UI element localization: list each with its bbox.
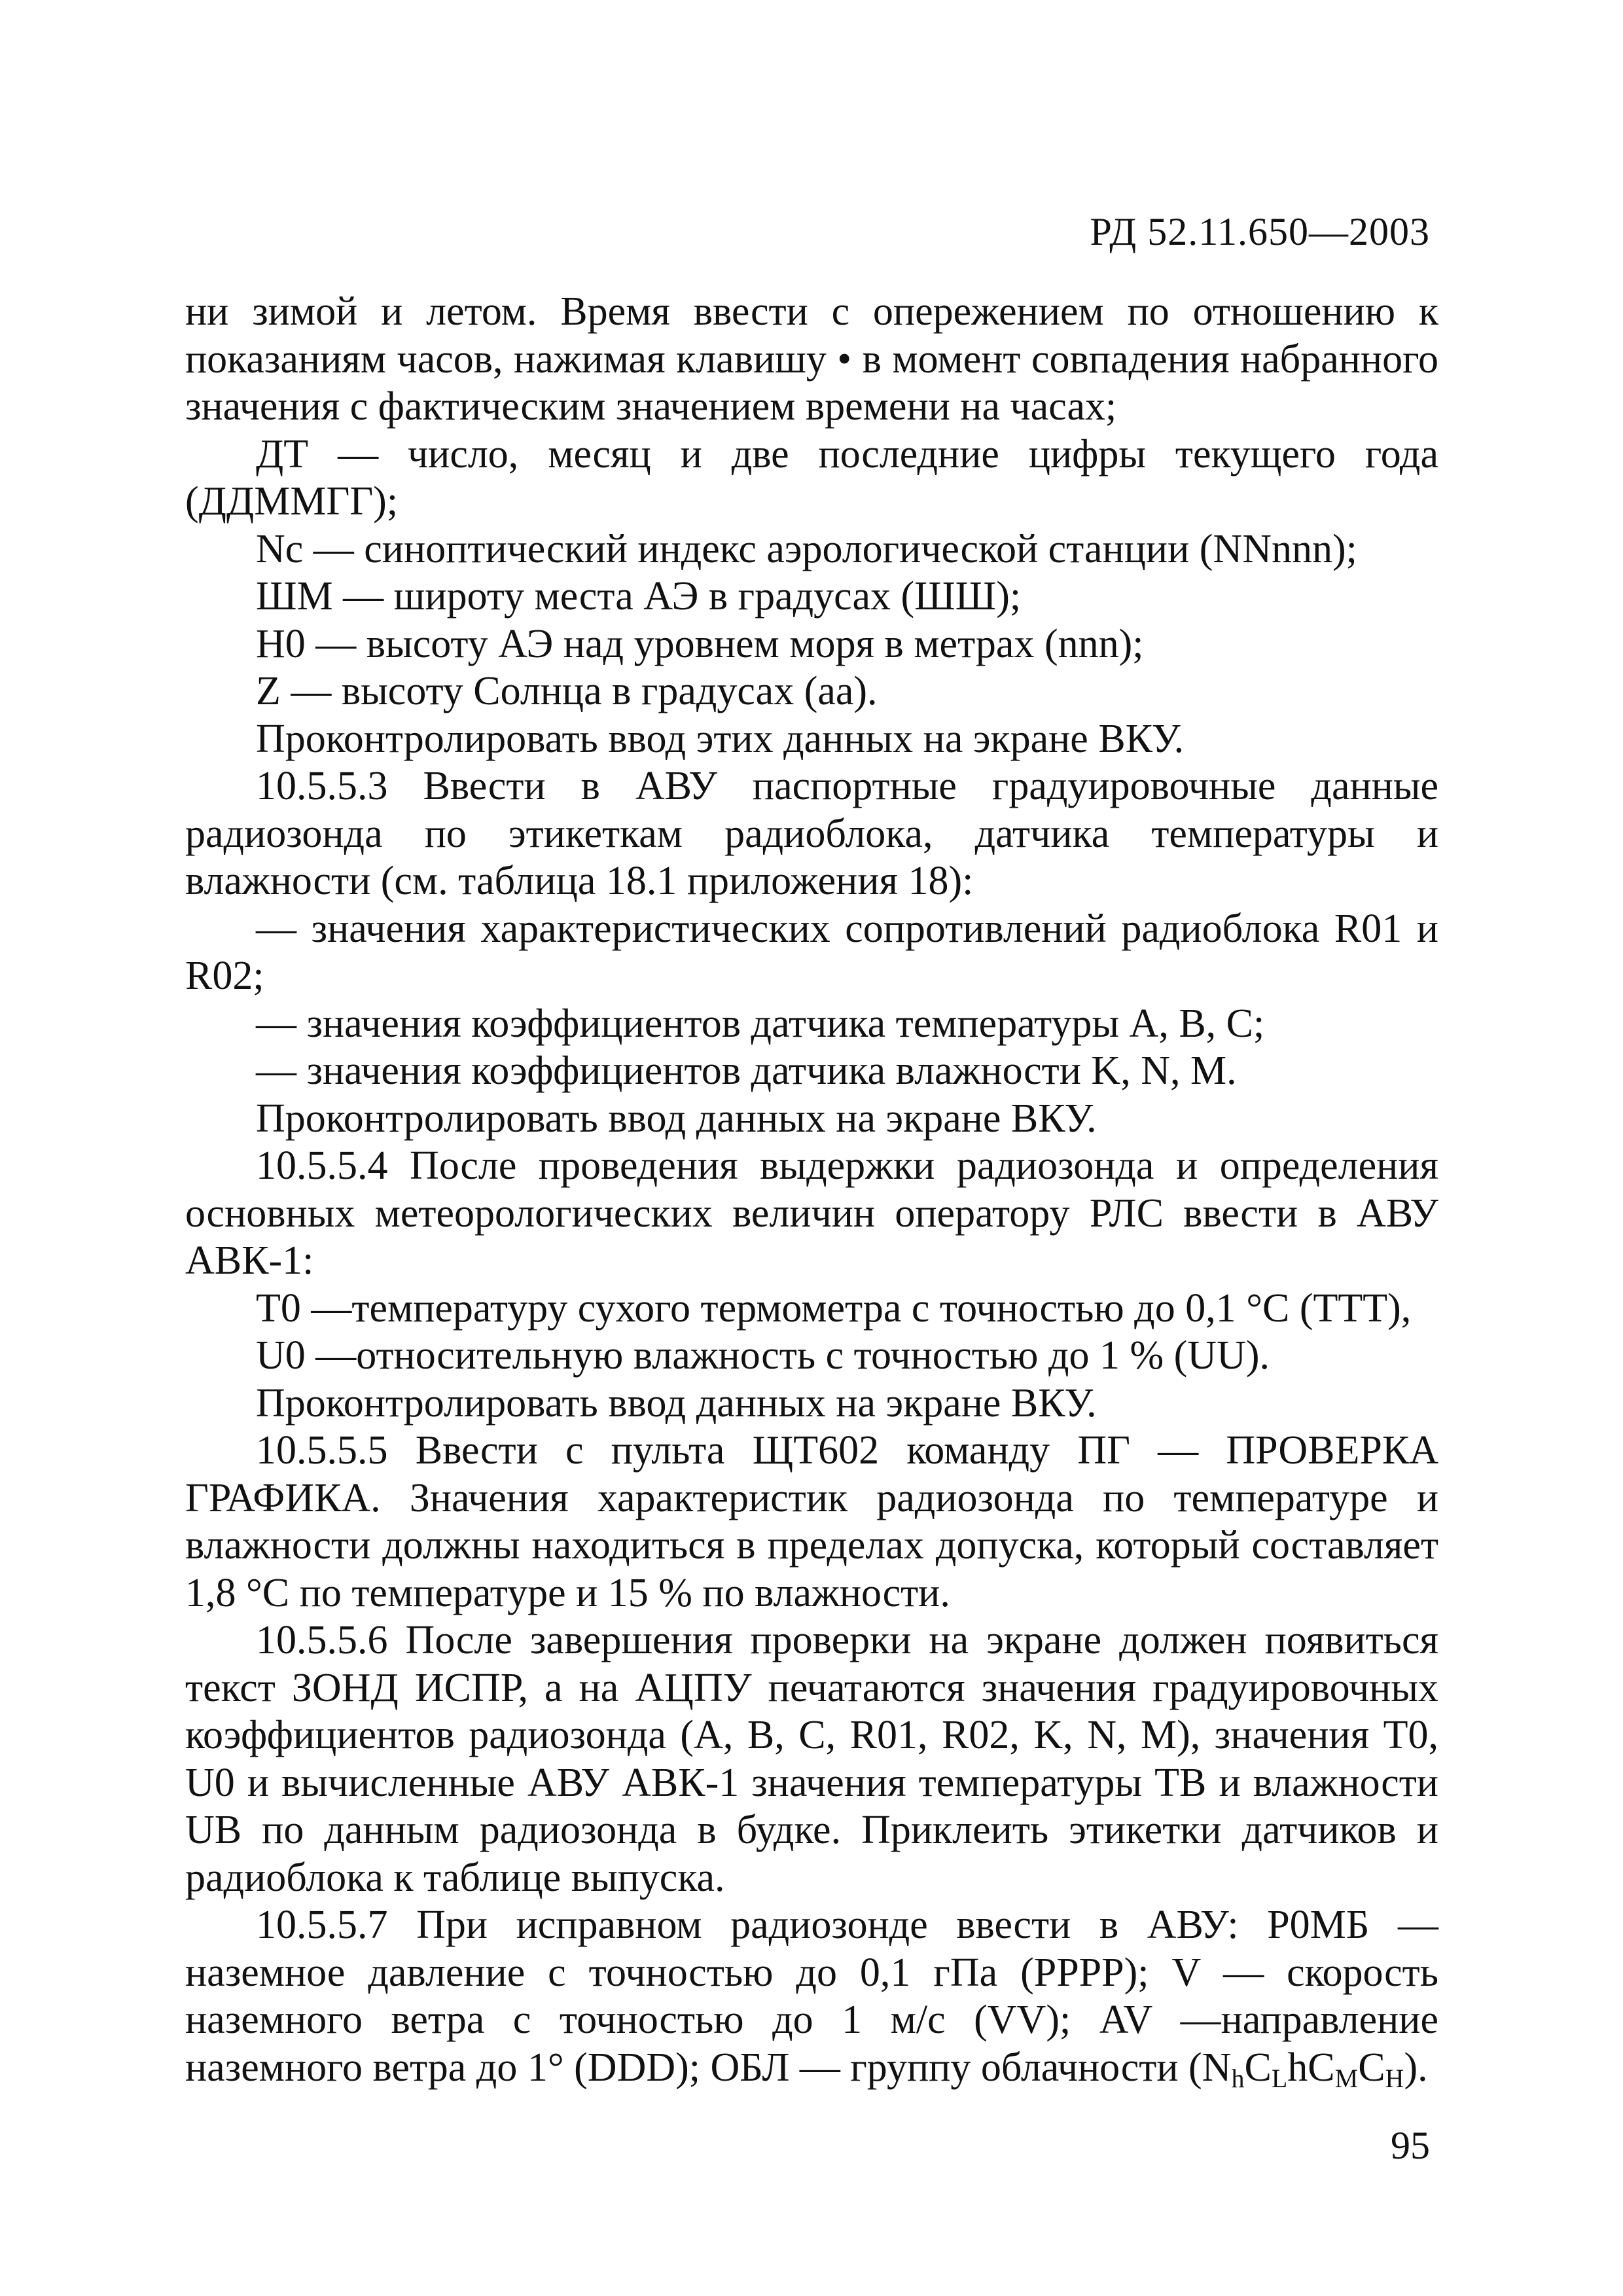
paragraph: ШМ — широту места АЭ в градусах (ШШ);: [256, 574, 1022, 619]
paragraph: 10.5.5.4 После проведения выдержки радиозонда и определения основных метеорологических величин оператору РЛС ввести в АВУ АВК-1:: [185, 1143, 1438, 1283]
formula-subscript: M: [1334, 2063, 1359, 2093]
paragraph: Z — высоту Солнца в градусах (аа).: [256, 669, 878, 713]
formula-subscript: L: [1271, 2063, 1288, 2093]
paragraph: ни зимой и летом. Время ввести с опережением по отношению к показаниям часов, нажимая клавишу • в момент совпадения набранного значения с фактическим значением времени на часах;: [185, 289, 1438, 429]
document-id: РД 52.11.650—2003: [1090, 210, 1430, 253]
paragraph: — значения коэффициентов датчика влажности K, N, M.: [256, 1049, 1237, 1093]
paragraph: 10.5.5.5 Ввести с пульта ЩТ602 команду ПГ — ПРОВЕРКА ГРАФИКА. Значения характеристик радиозонда по температуре и влажности должны находиться в пределах допуска, который составляет 1,8 °С по температуре и 15 % по влажности.: [185, 1428, 1438, 1615]
formula-subscript: H: [1385, 2063, 1404, 2093]
paragraph: U0 —относительную влажность с точностью до 1 % (UU).: [256, 1333, 1270, 1378]
paragraph: Проконтролировать ввод данных на экране ВКУ.: [256, 1380, 1097, 1426]
paragraph-10-5-5-7: [185, 1901, 1438, 2091]
formula-base: N: [1202, 2045, 1232, 2090]
body-text: [185, 288, 1438, 2091]
formula-subscript: h: [1231, 2063, 1245, 2093]
paragraph: Проконтролировать ввод данных на экране ВКУ.: [256, 1096, 1097, 1141]
paragraph: — значения коэффициентов датчика температуры А, В, С;: [256, 1001, 1265, 1046]
paragraph: Nс — синоптический индекс аэрологической станции (NNnnn);: [256, 526, 1357, 571]
paragraph: 10.5.5.6 После завершения проверки на экране должен появиться текст ЗОНД ИСПР, а на АЦПУ печатаются значения градуировочных коэффициентов радиозонда (А, В, С, R01, R02, K, N, M), значения Т0, U0 и вычисленные АВУ АВК-1 значения температуры ТВ и влажности UB по данным радиозонда в будке. Приклеить этикетки датчиков и радиоблока к таблице выпуска.: [185, 1618, 1438, 1900]
cloud-group-formula: [1202, 2045, 1404, 2093]
paragraph: Проконтролировать ввод этих данных на экране ВКУ.: [256, 716, 1185, 761]
paragraph-closing: ).: [1404, 2045, 1428, 2090]
paragraph-text: 10.5.5.7 При исправном радиозонде ввести в АВУ: Р0МБ — наземное давление с точностью до 0,1 гПа (РРРР); V — скорость наземного ветра с точностью до 1 м/с (VV); AV —направление наземного ветра до 1° (DDD); ОБЛ — группу облачности (: [185, 1903, 1438, 2090]
paragraph-list: [185, 288, 1438, 1901]
formula-base: C: [1244, 2045, 1272, 2090]
formula-base: hC: [1287, 2045, 1335, 2090]
paragraph: — значения характеристических сопротивлений радиоблока R01 и R02;: [185, 906, 1438, 998]
page-number: 95: [1391, 2124, 1430, 2167]
paragraph: 10.5.5.3 Ввести в АВУ паспортные градуировочные данные радиозонда по этикеткам радиоблока, датчика температуры и влажности (см. таблица 18.1 приложения 18):: [185, 764, 1438, 903]
paragraph: Н0 — высоту АЭ над уровнем моря в метрах (nnn);: [256, 621, 1144, 666]
formula-base: C: [1358, 2045, 1385, 2090]
paragraph: Т0 —температуру сухого термометра с точностью до 0,1 °С (ТТТ),: [256, 1285, 1412, 1331]
paragraph: ДТ — число, месяц и две последние цифры текущего года (ДДММГГ);: [185, 431, 1438, 524]
